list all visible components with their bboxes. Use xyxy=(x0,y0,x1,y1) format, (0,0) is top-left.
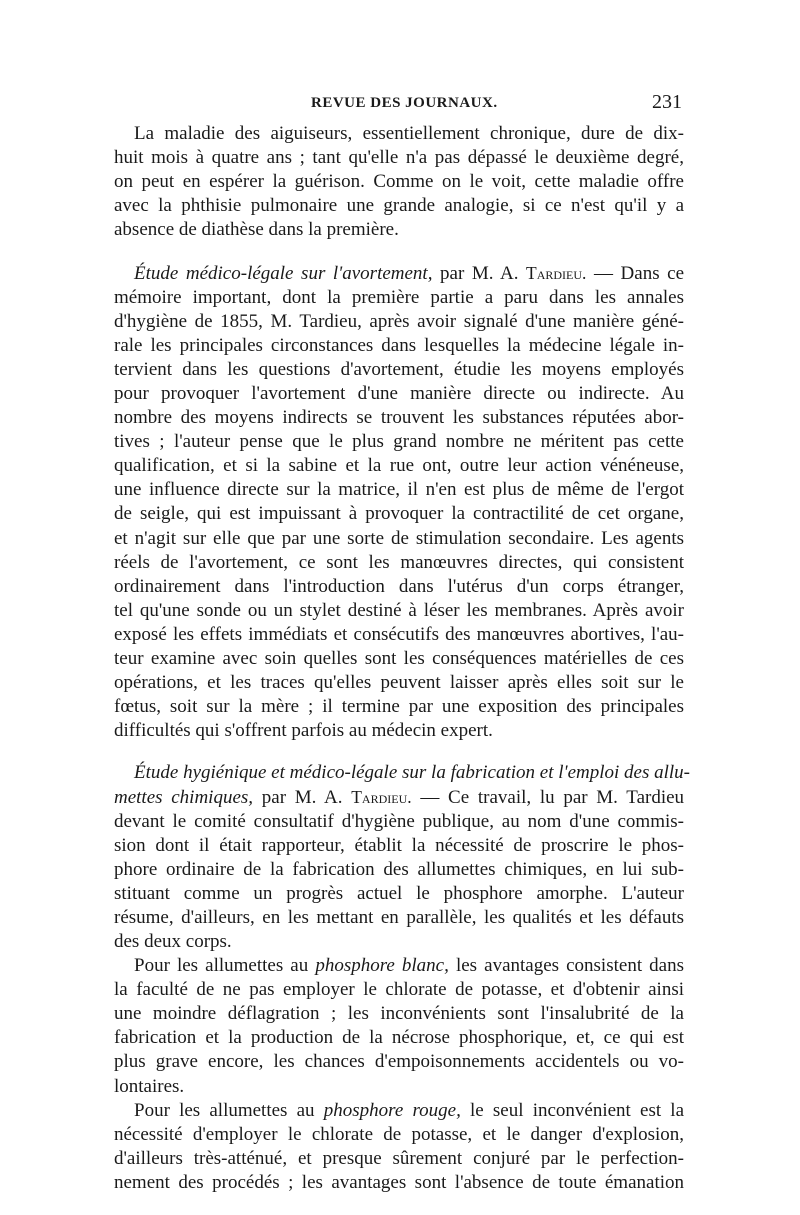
text-line: d'ailleurs très-atténué, et presque sûrement conjuré par le perfection- xyxy=(114,1147,684,1169)
paragraph-phosphore-blanc xyxy=(114,954,684,1099)
text-line: huit mois à quatre ans ; tant qu'elle n'a pas dépassé le deuxième degré, xyxy=(114,147,684,169)
text-line: rale les principales circonstances dans lesquelles la médecine légale in- xyxy=(114,334,684,356)
text-line: nécessité d'employer le chlorate de potasse, et le danger d'explosion, xyxy=(114,1123,684,1145)
text-line: devant le comité consultatif d'hygiène publique, au nom d'une commis- xyxy=(114,810,684,832)
text-line: et n'agit sur elle que par une sorte de stimulation secondaire. Les agents xyxy=(114,527,684,549)
text-line: on peut en espérer la guérison. Comme on le voit, cette maladie offre xyxy=(114,171,684,193)
page-number: 231 xyxy=(652,91,682,113)
book-page xyxy=(114,86,690,1195)
page-header xyxy=(114,86,684,122)
text-line: teur examine avec soin quelles sont les conséquences matérielles de ces xyxy=(114,647,684,669)
text-line: ordinairement dans l'introduction dans l'utérus d'un corps étranger, xyxy=(114,575,684,597)
emphasis-phosphore-rouge: phosphore rouge, xyxy=(323,1099,461,1121)
text-line: une moindre déflagration ; les inconvénients sont l'insalubrité de la xyxy=(114,1003,684,1025)
text-line: lontaires. xyxy=(114,1075,185,1097)
text-line: Pour les allumettes au phosphore blanc, les avantages consistent dans xyxy=(134,955,684,977)
article-title: Étude hygiénique et médico-légale sur la fabrication et l'emploi des allu- xyxy=(134,762,690,784)
text-line: fabrication et la production de la nécrose phosphorique, et, ce qui est xyxy=(114,1027,684,1049)
text-line: pour provoquer l'avortement d'une manière directe ou indirecte. Au xyxy=(114,382,684,404)
text-line: fœtus, soit sur la mère ; il termine par une exposition des principales xyxy=(114,696,684,718)
text-line: qualification, et si la sabine et la rue ont, outre leur action vénéneuse, xyxy=(114,455,684,477)
text-line: stituant comme un progrès actuel le phosphore amorphe. L'auteur xyxy=(114,882,684,904)
author-name: Tardieu. xyxy=(351,787,412,808)
emphasis-phosphore-blanc: phosphore blanc, xyxy=(315,955,449,977)
article-title: Étude médico-légale sur l'avortement, xyxy=(134,263,433,285)
text-line: La maladie des aiguiseurs, essentiellement chronique, dure de dix- xyxy=(134,123,684,144)
text-line: réels de l'avortement, ce sont les manœuvres directes, qui consistent xyxy=(114,551,684,573)
article-heading-line xyxy=(114,761,690,785)
article-heading-line: mettes chimiques, par M. A. Tardieu. — Ce travail, lu par M. Tardieu xyxy=(114,787,685,809)
text-line: phore ordinaire de la fabrication des allumettes chimiques, en lui sub- xyxy=(114,858,684,880)
text-line: des deux corps. xyxy=(114,931,232,952)
article-title-continued: mettes chimiques, xyxy=(114,787,254,809)
text-line: nement des procédés ; les avantages sont l'absence de toute émanation xyxy=(114,1171,684,1193)
text-line: d'hygiène de 1855, M. Tardieu, après avoir signalé d'une manière géné- xyxy=(114,310,684,332)
paragraph-allumettes xyxy=(114,761,690,954)
text-line: une influence directe sur la matrice, il n'en est plus de même de l'ergot xyxy=(114,479,684,501)
text-line: tervient dans les questions d'avortement, étudie les moyens employés xyxy=(114,358,684,380)
text-line: avec la phthisie pulmonaire une grande analogie, si ce n'est qu'il y a xyxy=(114,195,684,217)
text-line: exposé les effets immédiats et consécutifs des manœuvres abortives, l'au- xyxy=(114,623,684,645)
paragraph-aiguiseurs xyxy=(114,122,684,242)
text-line: sion dont il était rapporteur, établit la nécessité de proscrire le phos- xyxy=(114,834,684,856)
text-line: plus grave encore, les chances d'empoisonnements accidentels ou vo- xyxy=(114,1051,684,1073)
text-line: de seigle, qui est impuissant à provoquer la contractilité de cet organe, xyxy=(114,503,684,525)
article-heading-line: Étude médico-légale sur l'avortement, par M. A. Tardieu. — Dans ce xyxy=(134,263,685,285)
text-line: la faculté de ne pas employer le chlorate de potasse, et d'obtenir ainsi xyxy=(114,979,684,1001)
text-line: absence de diathèse dans la première. xyxy=(114,219,399,241)
text-line: tel qu'une sonde ou un stylet destiné à léser les membranes. Après avoir xyxy=(114,599,684,621)
text-line: résume, d'ailleurs, en les mettant en parallèle, les qualités et les défauts xyxy=(114,906,684,928)
text-line: Pour les allumettes au phosphore rouge, le seul inconvénient est la xyxy=(134,1099,685,1121)
text-line: tives ; l'auteur pense que le plus grand nombre ne méritent pas cette xyxy=(114,431,684,453)
text-line: opérations, et les traces qu'elles peuvent laisser après elles soit sur le xyxy=(114,672,684,694)
author-name: Tardieu. xyxy=(526,263,587,284)
paragraph-phosphore-rouge xyxy=(114,1099,684,1195)
text-line: nombre des moyens indirects se trouvent les substances réputées abor- xyxy=(114,407,684,429)
text-line: mémoire important, dont la première partie a paru dans les annales xyxy=(114,286,684,308)
text-line: difficultés qui s'offrent parfois au médecin expert. xyxy=(114,720,493,742)
running-title: REVUE DES JOURNAUX. xyxy=(311,95,498,111)
paragraph-avortement xyxy=(114,261,684,743)
